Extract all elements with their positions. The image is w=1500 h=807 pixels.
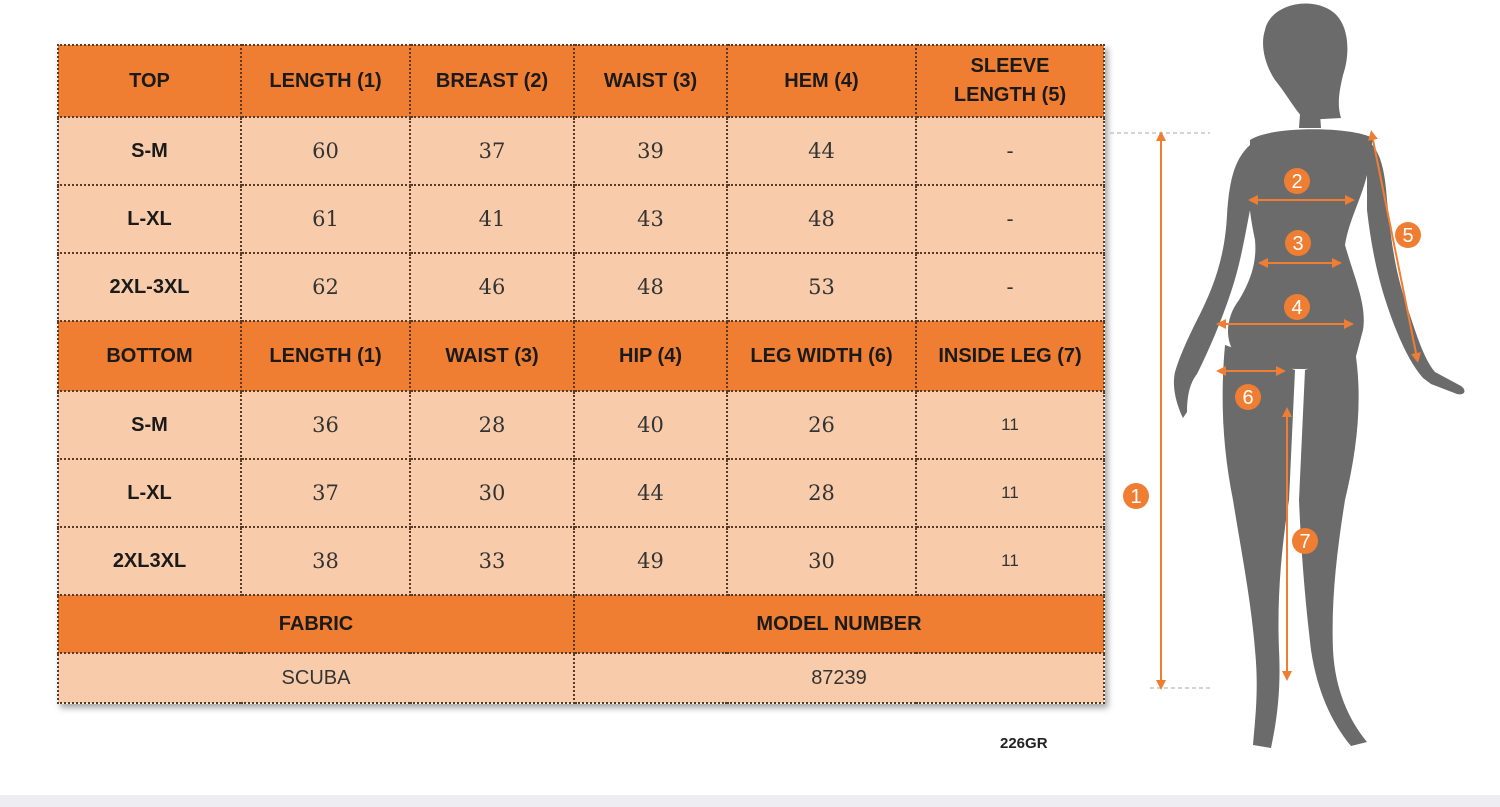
header-cell: HEM (4) <box>727 45 916 117</box>
value-cell: 40 <box>574 391 727 459</box>
value-cell: 33 <box>410 527 574 595</box>
marker-4 <box>1284 294 1310 320</box>
marker-3 <box>1285 230 1311 256</box>
value-cell: 30 <box>727 527 916 595</box>
table-row <box>58 527 1104 595</box>
fabric-value: SCUBA <box>58 653 574 703</box>
size-cell: S-M <box>58 391 241 459</box>
table-row <box>58 117 1104 185</box>
header-cell: TOP <box>58 45 241 117</box>
value-cell: 28 <box>727 459 916 527</box>
value-cell: 61 <box>241 185 410 253</box>
marker-2 <box>1284 168 1310 194</box>
value-cell: 26 <box>727 391 916 459</box>
svg-text:5: 5 <box>1402 225 1414 247</box>
value-cell: 30 <box>410 459 574 527</box>
footer-value-row <box>58 653 1104 703</box>
value-cell: 49 <box>574 527 727 595</box>
product-code: 226GR <box>1000 735 1048 752</box>
size-cell: L-XL <box>58 459 241 527</box>
header-cell: HIP (4) <box>574 321 727 391</box>
table-row <box>58 459 1104 527</box>
body-measurement-figure <box>1105 0 1500 795</box>
header-cell: BOTTOM <box>58 321 241 391</box>
table-row <box>58 391 1104 459</box>
header-cell: LENGTH (1) <box>241 45 410 117</box>
value-cell: 48 <box>727 185 916 253</box>
header-cell: LEG WIDTH (6) <box>727 321 916 391</box>
value-cell: 46 <box>410 253 574 321</box>
size-chart-table <box>57 44 1105 704</box>
svg-text:7: 7 <box>1299 531 1311 553</box>
marker-6 <box>1235 384 1261 410</box>
value-cell: 44 <box>574 459 727 527</box>
model-number-label: MODEL NUMBER <box>574 595 1104 653</box>
svg-text:4: 4 <box>1291 297 1303 319</box>
svg-text:2: 2 <box>1291 171 1303 193</box>
value-cell: 11 <box>916 459 1104 527</box>
bottom-strip <box>0 795 1500 807</box>
value-cell: 38 <box>241 527 410 595</box>
value-cell: 43 <box>574 185 727 253</box>
size-cell: 2XL-3XL <box>58 253 241 321</box>
value-cell: 39 <box>574 117 727 185</box>
svg-text:1: 1 <box>1130 486 1142 508</box>
size-cell: 2XL3XL <box>58 527 241 595</box>
footer-header-row <box>58 595 1104 653</box>
value-cell: - <box>916 253 1104 321</box>
value-cell: 37 <box>410 117 574 185</box>
value-cell: 37 <box>241 459 410 527</box>
value-cell: 36 <box>241 391 410 459</box>
value-cell: - <box>916 185 1104 253</box>
bottom-header-row <box>58 321 1104 391</box>
svg-text:3: 3 <box>1292 233 1304 255</box>
value-cell: 48 <box>574 253 727 321</box>
value-cell: 41 <box>410 185 574 253</box>
header-cell: SLEEVE LENGTH (5) <box>916 45 1104 117</box>
top-header-row <box>58 45 1104 117</box>
header-cell: LENGTH (1) <box>241 321 410 391</box>
value-cell: 28 <box>410 391 574 459</box>
marker-1 <box>1123 483 1149 509</box>
value-cell: 44 <box>727 117 916 185</box>
model-number-value: 87239 <box>574 653 1104 703</box>
fabric-label: FABRIC <box>58 595 574 653</box>
marker-5 <box>1395 222 1421 248</box>
header-cell: WAIST (3) <box>410 321 574 391</box>
value-cell: 53 <box>727 253 916 321</box>
size-cell: L-XL <box>58 185 241 253</box>
table-row <box>58 185 1104 253</box>
value-cell: 62 <box>241 253 410 321</box>
table-row <box>58 253 1104 321</box>
header-cell: INSIDE LEG (7) <box>916 321 1104 391</box>
silhouette <box>1174 4 1465 748</box>
svg-text:6: 6 <box>1242 387 1254 409</box>
marker-7 <box>1292 528 1318 554</box>
value-cell: - <box>916 117 1104 185</box>
size-cell: S-M <box>58 117 241 185</box>
header-cell: WAIST (3) <box>574 45 727 117</box>
header-cell: BREAST (2) <box>410 45 574 117</box>
value-cell: 11 <box>916 527 1104 595</box>
value-cell: 11 <box>916 391 1104 459</box>
value-cell: 60 <box>241 117 410 185</box>
